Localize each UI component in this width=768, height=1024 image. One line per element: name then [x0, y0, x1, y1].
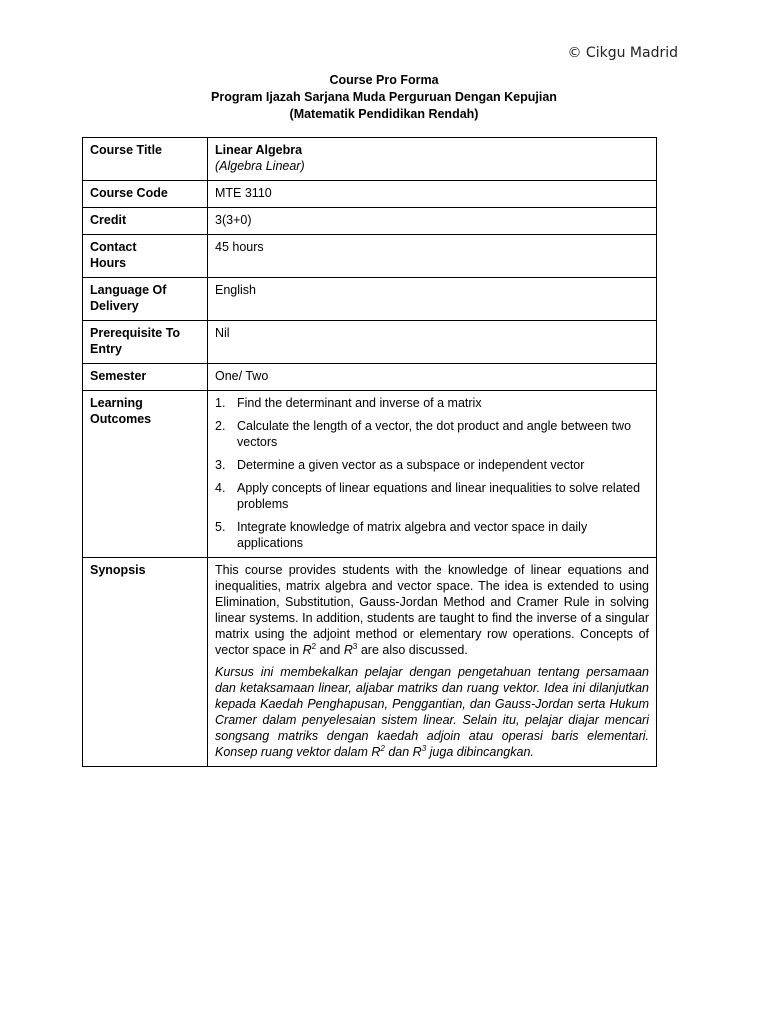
label-language-line1: Language Of	[90, 283, 167, 297]
label-contact-hours-line1: Contact	[90, 240, 137, 254]
synopsis-english-main: This course provides students with the knowledge of linear equations and inequalities, matrix algebra and vector space. The idea is extended to using Elimination, Substitution, Gauss-Jordan Method and Cramer Rule in solving linear systems. In addition, students are taught to find the inverse of a singular matrix using the adjoint method or elementary row operations. Concepts of vector space in	[215, 563, 649, 657]
course-title-malay: (Algebra Linear)	[215, 159, 305, 173]
list-item	[215, 395, 649, 411]
row-course-code	[83, 181, 657, 208]
value-course-title	[208, 138, 657, 181]
header-subprogram: (Matematik Pendidikan Rendah)	[289, 107, 479, 121]
outcome-number: 1.	[215, 396, 226, 410]
symbol-r: R	[343, 643, 353, 657]
row-course-title	[83, 138, 657, 181]
outcome-text: Integrate knowledge of matrix algebra and vector space in daily applications	[237, 520, 588, 550]
header-program: Program Ijazah Sarjana Muda Perguruan Dengan Kepujian	[211, 90, 557, 104]
label-learning-outcomes	[83, 391, 208, 558]
header-title: Course Pro Forma	[329, 73, 439, 87]
superscript-3: 3	[421, 743, 427, 753]
value-credit: 3(3+0)	[208, 208, 657, 235]
value-language: English	[208, 278, 657, 321]
value-semester: One/ Two	[208, 364, 657, 391]
label-credit: Credit	[83, 208, 208, 235]
label-learning-outcomes-line1: Learning	[90, 396, 143, 410]
label-course-title: Course Title	[83, 138, 208, 181]
label-contact-hours	[83, 235, 208, 278]
course-proforma-table	[82, 137, 657, 767]
outcome-text: Calculate the length of a vector, the dot product and angle between two vectors	[237, 419, 632, 449]
superscript-3: 3	[352, 641, 358, 651]
label-language-line2: Delivery	[90, 299, 139, 313]
label-prerequisite-line2: Entry	[90, 342, 122, 356]
symbol-r: R	[371, 745, 381, 759]
synopsis-english-and: and	[319, 643, 341, 657]
outcome-number: 3.	[215, 458, 226, 472]
label-synopsis: Synopsis	[83, 558, 208, 767]
list-item	[215, 480, 649, 512]
outcome-text: Apply concepts of linear equations and linear inequalities to solve related problems	[237, 481, 641, 511]
row-credit	[83, 208, 657, 235]
symbol-r: R	[412, 745, 422, 759]
list-item	[215, 519, 649, 551]
row-prerequisite	[83, 321, 657, 364]
value-learning-outcomes	[208, 391, 657, 558]
row-contact-hours	[83, 235, 657, 278]
superscript-2: 2	[380, 743, 385, 753]
symbol-r: R	[302, 643, 312, 657]
synopsis-english	[215, 562, 649, 658]
value-prerequisite: Nil	[208, 321, 657, 364]
superscript-2: 2	[311, 641, 317, 651]
row-synopsis	[83, 558, 657, 767]
label-prerequisite	[83, 321, 208, 364]
synopsis-malay-end: juga dibincangkan.	[429, 745, 534, 759]
row-semester	[83, 364, 657, 391]
label-language	[83, 278, 208, 321]
course-title-english: Linear Algebra	[215, 143, 303, 157]
label-semester: Semester	[83, 364, 208, 391]
document-header	[0, 72, 768, 123]
list-item	[215, 457, 649, 473]
outcomes-list	[215, 395, 649, 551]
row-language	[83, 278, 657, 321]
label-contact-hours-line2: Hours	[90, 256, 127, 270]
label-prerequisite-line1: Prerequisite To	[90, 326, 181, 340]
row-learning-outcomes	[83, 391, 657, 558]
list-item	[215, 418, 649, 450]
value-synopsis	[208, 558, 657, 767]
synopsis-malay-dan: dan	[388, 745, 410, 759]
outcome-number: 5.	[215, 520, 226, 534]
value-course-code: MTE 3110	[208, 181, 657, 208]
outcome-text: Find the determinant and inverse of a matrix	[237, 396, 482, 410]
synopsis-malay-main: Kursus ini membekalkan pelajar dengan pengetahuan tentang persamaan dan ketaksamaan linear, aljabar matriks dan ruang vektor. Idea ini dilanjutkan kepada Kaedah Penghapusan, Penggantian, dan Gauss-Jordan serta Hukum Cramer dalam penyelesaian sistem linear. Selain itu, pelajar diajar mencari songsang matriks dengan kaedah adjoin atau operasi baris elementari. Konsep ruang vektor dalam	[215, 665, 649, 759]
label-course-code: Course Code	[83, 181, 208, 208]
watermark: © Cikgu Madrid	[567, 45, 678, 61]
value-contact-hours: 45 hours	[208, 235, 657, 278]
outcome-number: 2.	[215, 419, 226, 433]
outcome-text: Determine a given vector as a subspace or independent vector	[237, 458, 585, 472]
outcome-number: 4.	[215, 481, 226, 495]
synopsis-english-end: are also discussed.	[360, 643, 468, 657]
synopsis-malay	[215, 664, 649, 760]
label-learning-outcomes-line2: Outcomes	[90, 412, 152, 426]
